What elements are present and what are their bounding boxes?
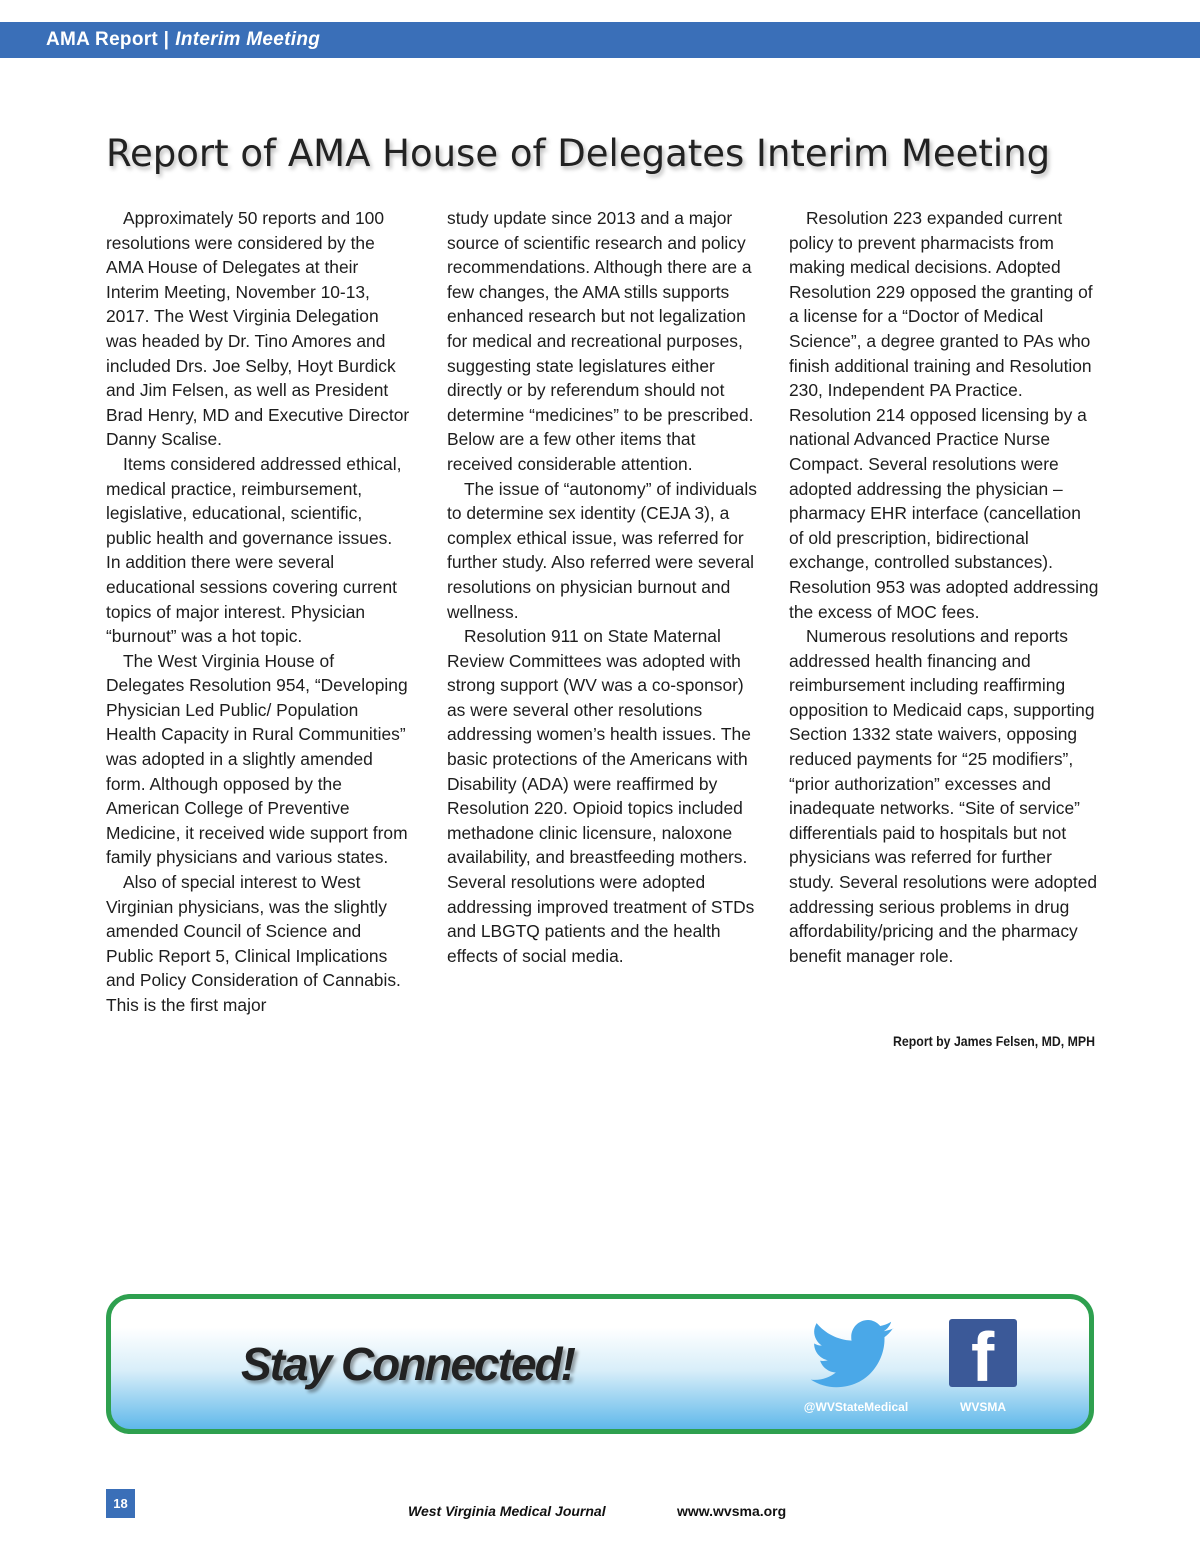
stay-connected-banner [106, 1294, 1094, 1434]
article-paragraph: Approximately 50 reports and 100 resolutions were considered by the AMA House of Delegates at their Interim Meeting, November 10-13, 2017. The West Virginia Delegation was headed by Dr. Tino Amores and included Drs. Joe Selby, Hoyt Burdick and Jim Felsen, as well as President Brad Henry, MD and Executive Director Danny Scalise. [106, 208, 410, 450]
article-paragraph: Also of special interest to West Virginian physicians, was the slightly amended Council of Science and Public Report 5, Clinical Implications and Policy Consideration of Cannabis. This is the first major [106, 872, 401, 1015]
section-label: AMA Report | [46, 29, 170, 50]
article-title: Report of AMA House of Delegates Interim Meeting [106, 132, 1051, 175]
subsection-label: Interim Meeting [175, 29, 321, 50]
article-paragraph: Items considered addressed ethical, medical practice, reimbursement, legislative, educational, scientific, public health and governance issues. In addition there were several educational sessions covering current topics of major interest. Physician “burnout” was a hot topic. [106, 453, 402, 647]
journal-name: West Virginia Medical Journal [408, 1503, 606, 1519]
facebook-name[interactable]: WVSMA [960, 1400, 1006, 1414]
article-column-2 [447, 206, 757, 968]
website-link[interactable]: www.wvsma.org [677, 1503, 787, 1519]
article-paragraph: Resolution 911 on State Maternal Review Committees was adopted with strong support (WV was a co-sponsor) as were several other resolutions addressing women’s health issues. The basic protections of the Americans with Disability (ADA) were reaffirmed by Resolution 220. Opioid topics included methadone clinic licensure, naloxone availability, and breastfeeding mothers. Several resolutions were adopted addressing improved treatment of STDs and LBGTQ patients and the health effects of social media. [447, 626, 755, 966]
article-paragraph: Resolution 223 expanded current policy to prevent pharmacists from making medical decisions. Adopted Resolution 229 opposed the granting of a license for a “Doctor of Medical Science”, a degree granted to PAs who finish additional training and Resolution 230, Independent PA Practice. Resolution 214 opposed licensing by a national Advanced Practice Nurse Compact. Several resolutions were adopted addressing the physician – pharmacy EHR interface (cancellation of old prescription, bidirectional exchange, controlled substances). Resolution 953 was adopted addressing the excess of MOC fees. [789, 208, 1099, 622]
twitter-handle[interactable]: @WVStateMedical [803, 1400, 909, 1414]
article-paragraph: study update since 2013 and a major source of scientific research and policy recommendations. Although there are a few changes, the AMA stills supports enhanced research but not legalization for medical and recreational purposes, suggesting state legislatures either directly or by referendum should not determine “medicines” to be prescribed. Below are a few other items that received considerable attention. [447, 208, 754, 474]
page-number: 18 [106, 1489, 135, 1518]
article-paragraph: The issue of “autonomy” of individuals to determine sex identity (CEJA 3), a complex ethical issue, was referred for further study. Also referred were several resolutions on physician burnout and wellness. [447, 478, 757, 622]
byline: Report by James Felsen, MD, MPH [893, 1033, 1095, 1049]
banner-headline: Stay Connected! [241, 1338, 574, 1390]
article-paragraph: Numerous resolutions and reports addressed health financing and reimbursement including reaffirming opposition to Medicaid caps, supporting Section 1332 state waivers, opposing reduced payments for “25 modifiers”, “prior authorization” excesses and inadequate networks. “Site of service” differentials paid to hospitals but not physicians was referred for further study. Several resolutions were adopted addressing serious problems in drug affordability/pricing and the pharmacy benefit manager role. [789, 626, 1098, 966]
twitter-bird-icon[interactable] [811, 1319, 895, 1391]
article-paragraph: The West Virginia House of Delegates Resolution 954, “Developing Physician Led Public/ Population Health Capacity in Rural Communities” was adopted in a slightly amended form. Although opposed by the American College of Preventive Medicine, it received wide support from family physicians and various states. [106, 650, 408, 868]
facebook-icon[interactable]: f [949, 1319, 1017, 1387]
article-column-1 [106, 206, 411, 1018]
article-column-3 [789, 206, 1099, 968]
header-bar [0, 22, 1200, 58]
